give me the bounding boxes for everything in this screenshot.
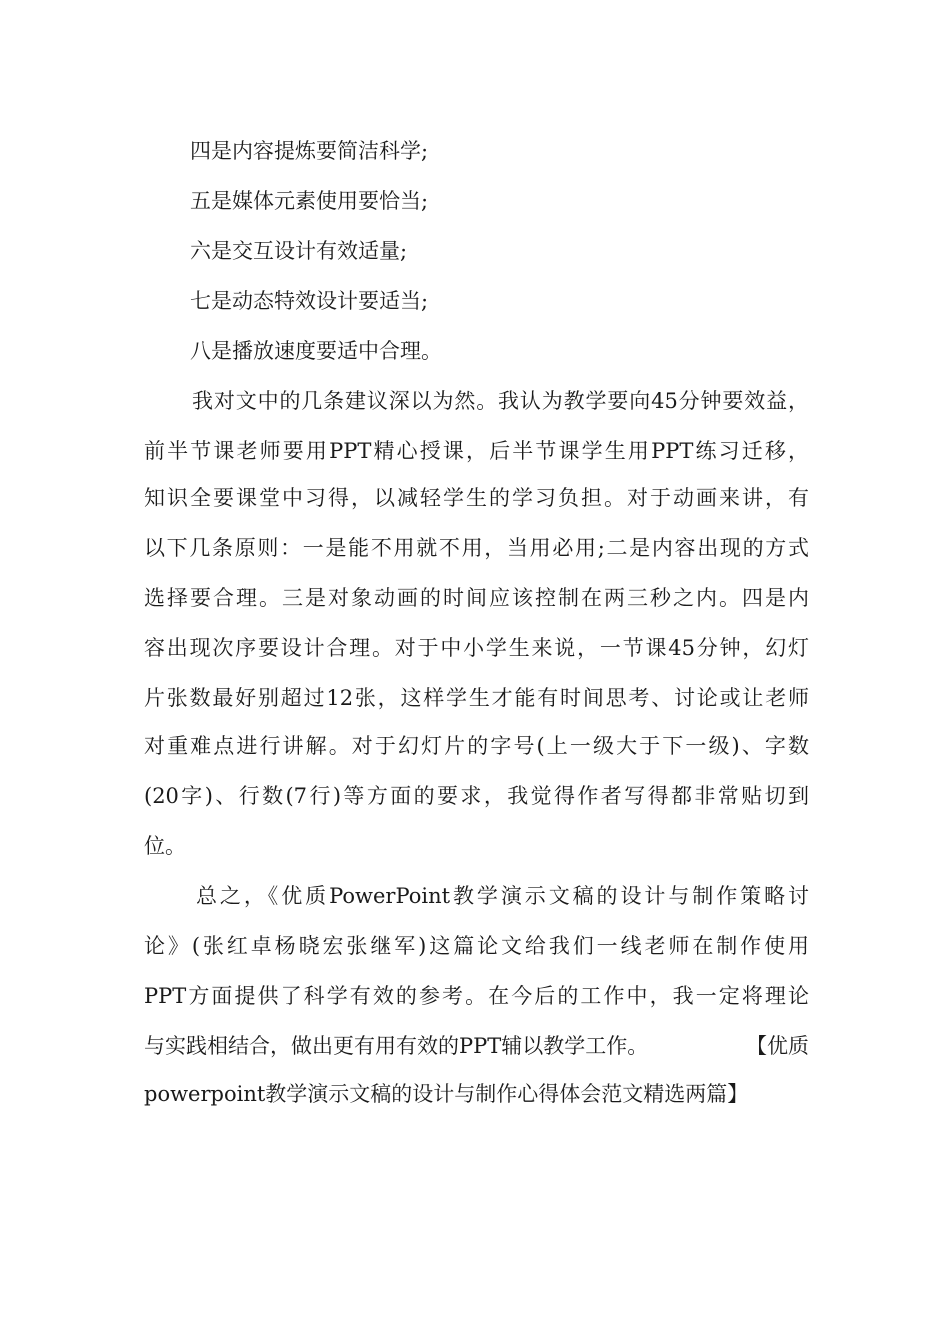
paragraph-line-text: 与实践相结合，做出更有用有效的PPT辅以教学工作。 bbox=[144, 1034, 649, 1058]
paragraph-line: 前半节课老师要用PPT精心授课，后半节课学生用PPT练习迁移， bbox=[144, 439, 809, 463]
list-item: 七是动态特效设计要适当; bbox=[190, 289, 429, 313]
paragraph-line: 片张数最好别超过12张，这样学生才能有时间思考、讨论或让老师 bbox=[144, 686, 809, 710]
paragraph-line: 总之，《优质PowerPoint教学演示文稿的设计与制作策略讨 bbox=[196, 884, 809, 908]
paragraph-line: (20字)、行数(7行)等方面的要求，我觉得作者写得都非常贴切到 bbox=[144, 784, 809, 808]
paragraph-line: 对重难点进行讲解。对于幻灯片的字号(上一级大于下一级)、字数 bbox=[144, 734, 809, 758]
list-item: 五是媒体元素使用要恰当; bbox=[190, 189, 429, 213]
list-item: 六是交互设计有效适量; bbox=[190, 239, 408, 263]
paragraph-line: 选择要合理。三是对象动画的时间应该控制在两三秒之内。四是内 bbox=[144, 586, 809, 610]
paragraph-line bbox=[144, 1032, 809, 1060]
paragraph-line: 我对文中的几条建议深以为然。我认为教学要向45分钟要效益， bbox=[192, 389, 809, 413]
paragraph-line: 以下几条原则：一是能不用就不用，当用必用;二是内容出现的方式 bbox=[144, 536, 809, 560]
paragraph-line: 容出现次序要设计合理。对于中小学生来说，一节课45分钟，幻灯 bbox=[144, 636, 809, 660]
paragraph-line: 位。 bbox=[144, 834, 186, 858]
title-bracket-start: 【优质 bbox=[746, 1034, 809, 1058]
list-item: 四是内容提炼要简洁科学; bbox=[190, 139, 429, 163]
paragraph-line: powerpoint教学演示文稿的设计与制作心得体会范文精选两篇】 bbox=[144, 1082, 749, 1106]
paragraph-line: 论》(张红卓杨晓宏张继军)这篇论文给我们一线老师在制作使用 bbox=[144, 934, 809, 958]
list-item: 八是播放速度要适中合理。 bbox=[190, 339, 442, 363]
paragraph-line: PPT方面提供了科学有效的参考。在今后的工作中，我一定将理论 bbox=[144, 984, 809, 1008]
paragraph-line: 知识全要课堂中习得，以减轻学生的学习负担。对于动画来讲，有 bbox=[144, 486, 809, 510]
